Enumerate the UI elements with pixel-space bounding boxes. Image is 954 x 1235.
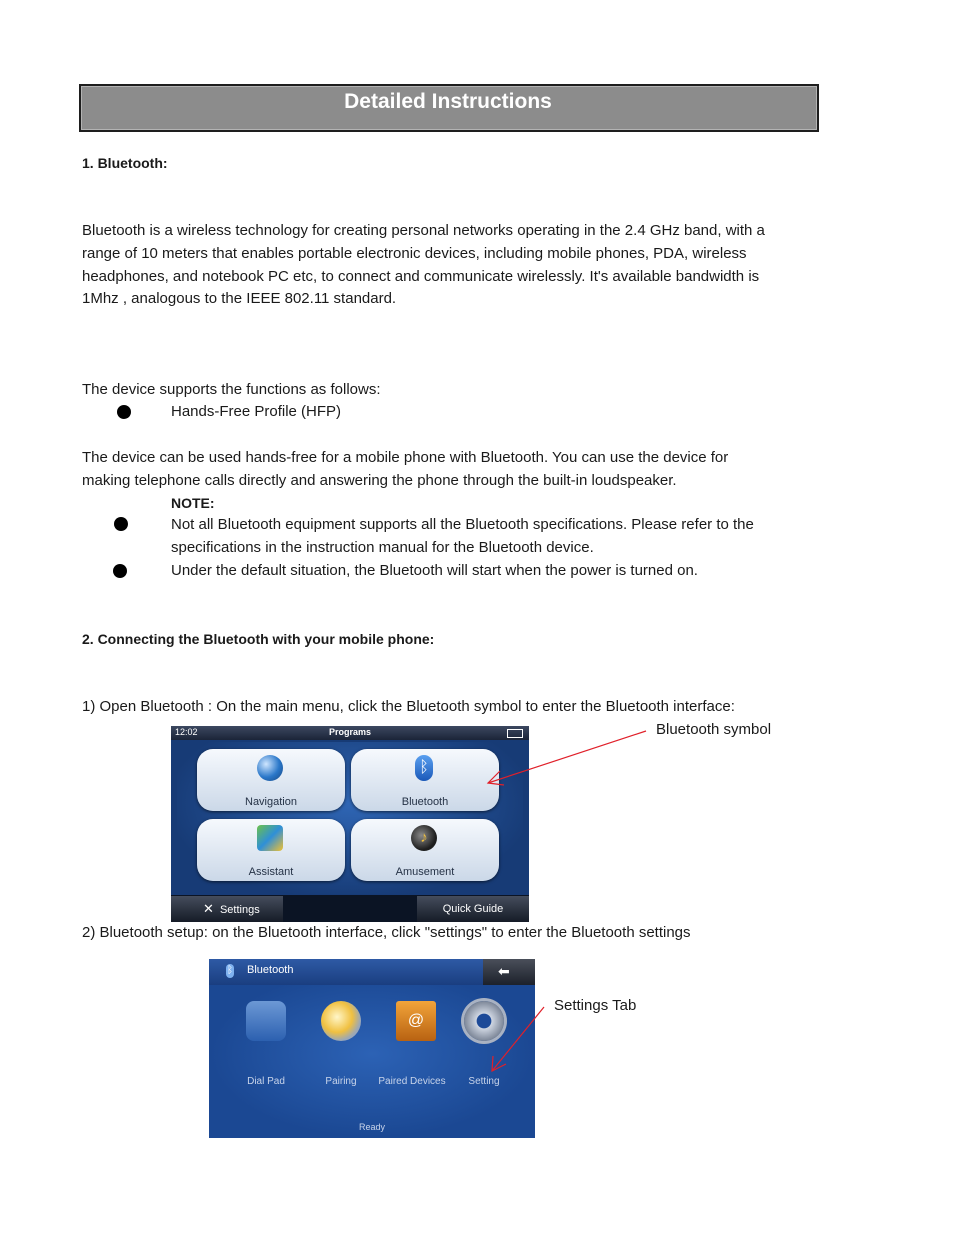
callout-bluetooth-symbol: Bluetooth symbol bbox=[656, 721, 772, 738]
note-label: NOTE: bbox=[171, 495, 215, 511]
intro-line: headphones, and notebook PC etc, to connect and communicate wirelessly. It's available bandwidth is bbox=[82, 267, 760, 285]
bluetooth-icon: ᛒ bbox=[415, 755, 433, 781]
section2-heading: 2. Connecting the Bluetooth with your mobile phone: bbox=[82, 631, 435, 647]
intro-line: Bluetooth is a wireless technology for creating personal networks operating in the 2.4 GHz band, with a bbox=[82, 222, 765, 239]
banner-title: Detailed Instructions bbox=[344, 90, 552, 113]
tile-label: Amusement bbox=[395, 866, 455, 878]
section1-heading: 1. Bluetooth: bbox=[82, 155, 168, 171]
quick-guide-label: Quick Guide bbox=[442, 903, 504, 915]
settings-button-label: Settings bbox=[219, 904, 260, 916]
wrench-icon: ✕ bbox=[203, 901, 214, 916]
back-arrow-icon: ⬅ bbox=[498, 963, 510, 979]
dial-pad-label: Dial Pad bbox=[247, 1076, 285, 1087]
tile-label: Assistant bbox=[248, 866, 294, 878]
step1-text: 1) Open Bluetooth : On the main menu, click the Bluetooth symbol to enter the Bluetooth interface: bbox=[82, 698, 735, 715]
tile-label: Navigation bbox=[245, 796, 297, 808]
settings-callout-arrow bbox=[492, 1007, 544, 1071]
supports-label: The device supports the functions as follows: bbox=[82, 381, 381, 398]
step2-text: 2) Bluetooth setup: on the Bluetooth interface, click "settings" to enter the Bluetooth settings bbox=[82, 924, 691, 941]
note1-line: specifications in the instruction manual for the Bluetooth device. bbox=[171, 538, 594, 556]
bluetooth-screen-title: Bluetooth bbox=[247, 964, 294, 976]
music-note-icon: ♪ bbox=[411, 825, 437, 851]
note1-line: Not all Bluetooth equipment supports all the Bluetooth specifications. Please refer to the bbox=[171, 516, 754, 533]
tile-label: Bluetooth bbox=[401, 796, 449, 808]
bluetooth-icon: ᛒ bbox=[227, 965, 233, 976]
pairing-label: Pairing bbox=[325, 1076, 357, 1087]
note2: Under the default situation, the Bluetooth will start when the power is turned on. bbox=[171, 562, 698, 579]
address-book-icon[interactable]: @ bbox=[396, 1001, 436, 1041]
intro-line: 1Mhz , analogous to the IEEE 802.11 standard. bbox=[82, 290, 397, 308]
clock: 12:02 bbox=[175, 727, 198, 737]
intro-line: range of 10 meters that enables portable electronic devices, including mobile phones, PDA, wireless bbox=[82, 244, 747, 262]
setting-label: Setting bbox=[468, 1076, 500, 1087]
screen-title: Programs bbox=[328, 727, 372, 737]
hfp-item: Hands-Free Profile (HFP) bbox=[171, 403, 342, 420]
usage-line: making telephone calls directly and answering the phone through the built-in loudspeaker. bbox=[82, 471, 677, 489]
usage-line: The device can be used hands-free for a mobile phone with Bluetooth. You can use the device for bbox=[82, 449, 729, 466]
bluetooth-callout-arrow bbox=[488, 731, 646, 785]
paired-devices-label: Paired Devices bbox=[378, 1076, 446, 1087]
status-ready: Ready bbox=[358, 1122, 385, 1132]
callout-settings-tab: Settings Tab bbox=[554, 997, 637, 1014]
